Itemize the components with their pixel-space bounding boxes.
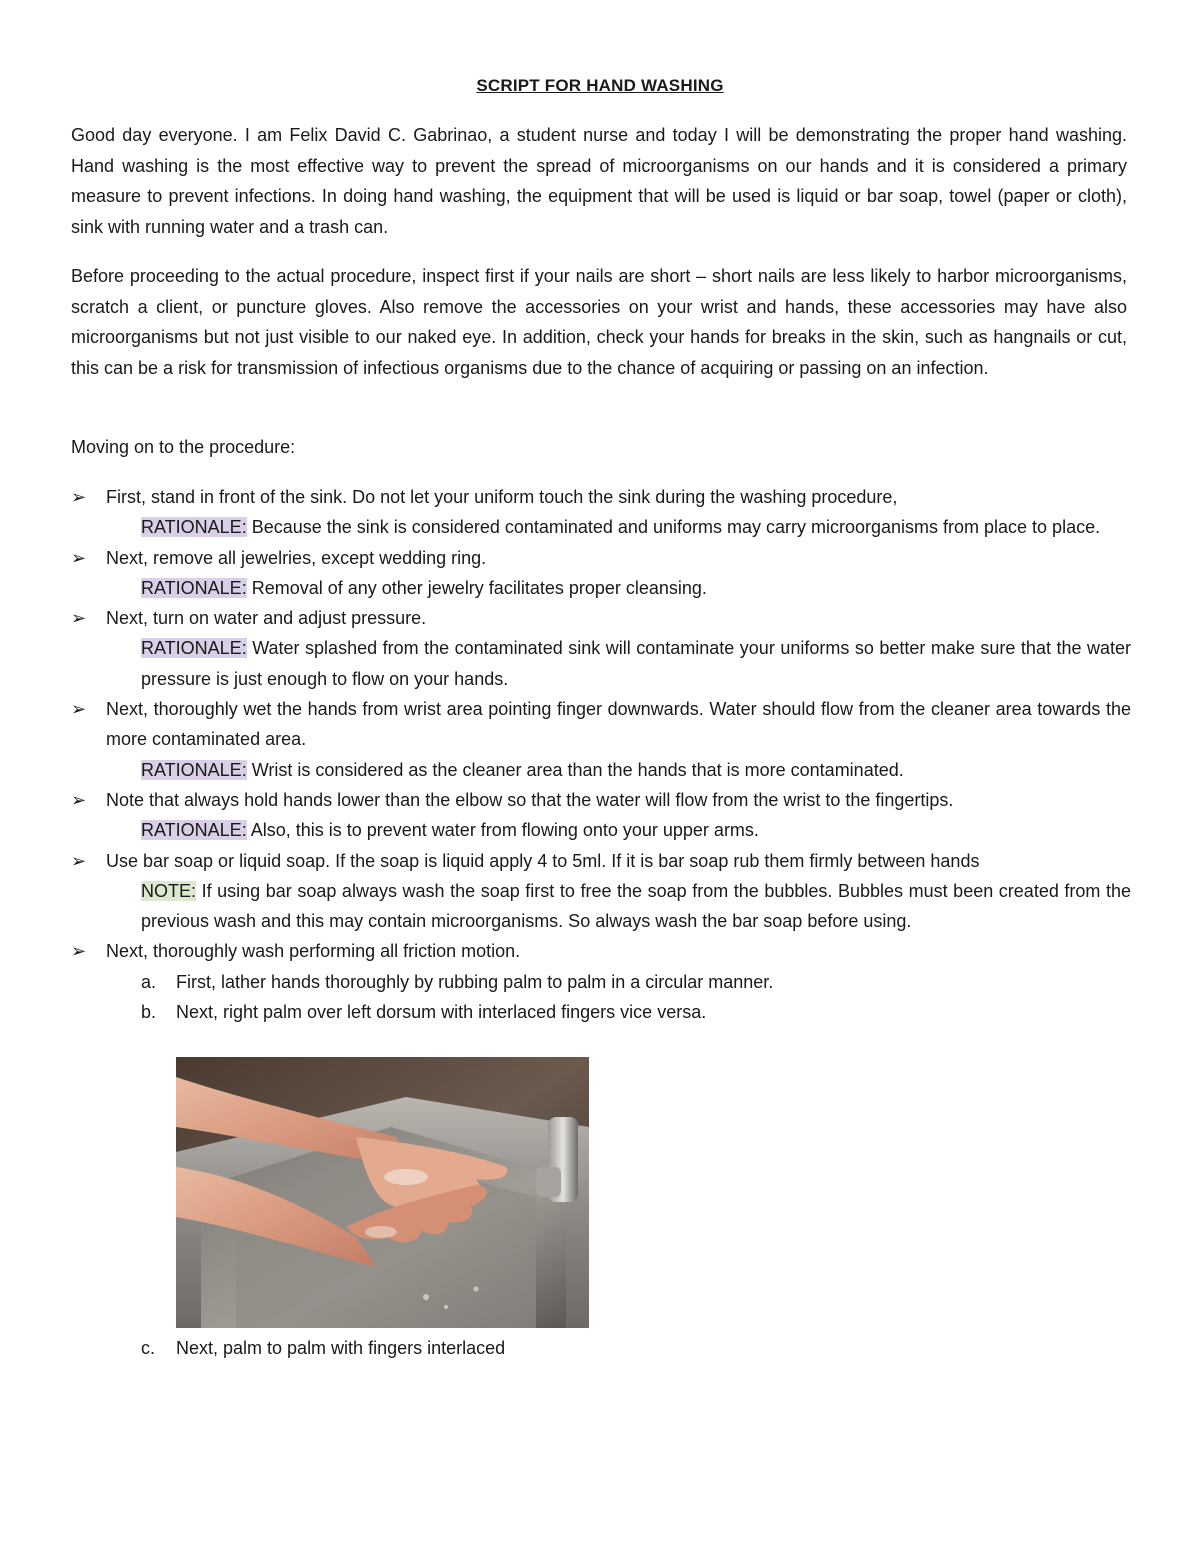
step-item <box>71 846 1131 876</box>
arrow-bullet-icon: ➢ <box>71 789 87 810</box>
step-item <box>71 936 1131 966</box>
step-text: Next, thoroughly wet the hands from wrist area pointing finger downwards. Water should flow from the cleaner area towards the more contaminated area. <box>106 699 1131 750</box>
procedure-intro: Moving on to the procedure: <box>71 437 296 457</box>
sub-step-letter: a. <box>141 971 157 992</box>
arrow-bullet-icon: ➢ <box>71 608 87 629</box>
note-line <box>71 876 1131 937</box>
arrow-bullet-icon: ➢ <box>71 547 87 568</box>
step-text: First, stand in front of the sink. Do not let your uniform touch the sink during the washing procedure, <box>106 487 898 507</box>
note-text: If using bar soap always wash the soap first to free the soap from the bubbles. Bubbles must been created from the previous wash and this may contain microorganisms. So always wash the bar soap before using. <box>141 880 1131 932</box>
rationale-line <box>71 755 1131 785</box>
rationale-text: Removal of any other jewelry facilitates proper cleansing. <box>246 577 707 598</box>
arrow-bullet-icon: ➢ <box>71 487 87 507</box>
arrow-bullet-icon: ➢ <box>71 850 87 871</box>
sub-step-text: Next, palm to palm with fingers interlaced <box>176 1338 506 1358</box>
rationale-label: RATIONALE: <box>141 577 247 598</box>
step-item <box>71 543 1131 573</box>
step-item <box>71 694 1131 755</box>
sub-step-text: Next, right palm over left dorsum with interlaced fingers vice versa. <box>176 1002 707 1023</box>
rationale-line <box>71 573 1131 603</box>
rationale-text: Wrist is considered as the cleaner area than the hands that is more contaminated. <box>246 759 904 780</box>
document-title: SCRIPT FOR HAND WASHING <box>476 76 724 95</box>
rationale-text: Also, this is to prevent water from flowing onto your upper arms. <box>246 820 759 841</box>
step-text: Use bar soap or liquid soap. If the soap is liquid apply 4 to 5ml. If it is bar soap rub them firmly between hands <box>106 850 980 871</box>
rationale-text: Because the sink is considered contaminated and uniforms may carry microorganisms from place to place. <box>246 517 1101 538</box>
rationale-line <box>71 815 1131 845</box>
note-label: NOTE: <box>141 880 197 901</box>
rationale-label: RATIONALE: <box>141 638 247 659</box>
rationale-text: Water splashed from the contaminated sink will contaminate your uniforms so better make sure that the water pressure is just enough to flow on your hands. <box>141 638 1131 689</box>
intro-paragraph: Good day everyone. I am Felix David C. Gabrinao, a student nurse and today I will be demonstrating the proper hand washing. Hand washing is the most effective way to prevent the spread of microorganisms on our hands and it is considered a primary measure to prevent infections. In doing hand washing, the equipment that will be used is liquid or bar soap, towel (paper or cloth), sink with running water and a trash can. <box>71 125 1127 237</box>
step-text: Next, thoroughly wash performing all friction motion. <box>106 941 521 962</box>
procedure-steps-list <box>71 482 1131 1027</box>
rationale-label: RATIONALE: <box>141 820 247 841</box>
rationale-label: RATIONALE: <box>141 759 247 780</box>
arrow-bullet-icon: ➢ <box>71 699 87 720</box>
rationale-label: RATIONALE: <box>141 517 247 538</box>
step-item <box>71 482 1131 512</box>
step-text: Note that always hold hands lower than the elbow so that the water will flow from the wrist to the fingertips. <box>106 789 954 810</box>
step-item <box>71 785 1131 815</box>
arrow-bullet-icon: ➢ <box>71 941 87 962</box>
step-item <box>71 603 1131 633</box>
rationale-line <box>71 512 1131 542</box>
sub-step-text: First, lather hands thoroughly by rubbing palm to palm in a circular manner. <box>176 971 774 992</box>
sub-step-item <box>141 1333 505 1363</box>
sub-step-letter: b. <box>141 1002 157 1023</box>
step-text: Next, turn on water and adjust pressure. <box>106 608 427 629</box>
sub-step-item <box>71 997 1131 1027</box>
rationale-line <box>71 633 1131 694</box>
step-text: Next, remove all jewelries, except wedding ring. <box>106 547 487 568</box>
sub-step-item <box>71 967 1131 997</box>
hand-washing-photo <box>176 1057 589 1328</box>
preparation-paragraph: Before proceeding to the actual procedure, inspect first if your nails are short – short nails are less likely to harbor microorganisms, scratch a client, or puncture gloves. Also remove the accessories on your wrist and hands, these accessories may have also microorganisms but not just visible to our naked eye. In addition, check your hands for breaks in the skin, such as hangnails or cut, this can be a risk for transmission of infectious organisms due to the chance of acquiring or passing on an infection. <box>71 266 1127 378</box>
sub-step-letter: c. <box>141 1338 156 1358</box>
